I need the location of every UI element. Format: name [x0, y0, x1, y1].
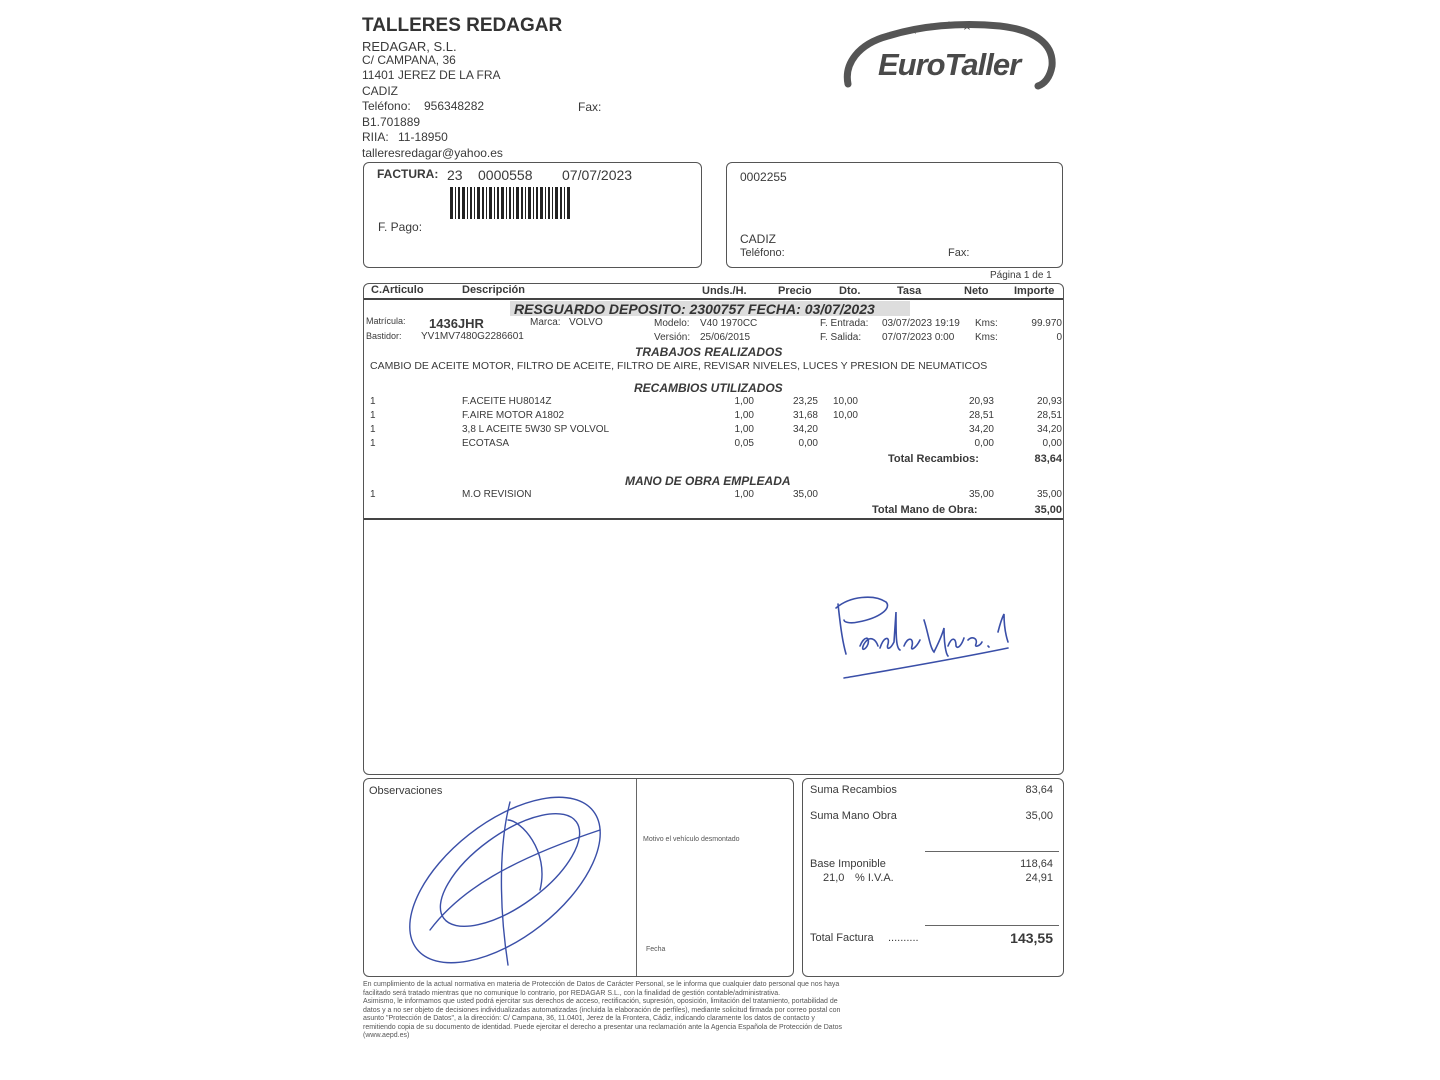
totals-line-1: [925, 851, 1059, 852]
invoice-series: 23: [447, 167, 463, 183]
parts-total-label: Total Recambios:: [888, 453, 979, 465]
km-exit-value: 0: [1056, 332, 1062, 343]
legal-line: datos y a no ser objeto de decisiones individualizadas automatizadas (incluida la elaboración de perfiles), mediante solicitud firmada por correo postal con: [363, 1006, 841, 1014]
client-phone-label: Teléfono:: [740, 247, 785, 259]
col-header-units: Unds./H.: [702, 285, 747, 297]
base-value: 118,64: [1020, 858, 1053, 870]
deposit-title: RESGUARDO DEPOSITO: 2300757 FECHA: 03/07/2023: [514, 301, 875, 317]
parts-cell-price: 23,25: [792, 396, 818, 407]
parts-cell-amount: 34,20: [1036, 424, 1062, 435]
parts-cell-amount: 0,00: [1042, 438, 1062, 449]
parts-cell-price: 34,20: [792, 424, 818, 435]
client-box: [726, 162, 1063, 268]
company-street: C/ CAMPANA, 36: [362, 53, 456, 67]
parts-cell-code: 1: [370, 410, 376, 421]
parts-cell-net: 20,93: [968, 396, 994, 407]
brand-label: Marca:: [530, 317, 561, 328]
company-email: talleresredagar@yahoo.es: [362, 146, 503, 160]
barcode-icon: [450, 187, 572, 219]
labor-cell-net: 35,00: [968, 489, 994, 500]
labor-title: MANO DE OBRA EMPLEADA: [625, 474, 791, 488]
parts-cell-amount: 28,51: [1036, 410, 1062, 421]
labor-total-label: Total Mano de Obra:: [872, 504, 978, 516]
version-label: Versión:: [654, 332, 691, 343]
company-legal-name: REDAGAR, S.L.: [362, 39, 457, 54]
col-header-discount: Dto.: [839, 285, 861, 297]
legal-notice: [363, 981, 1063, 1041]
parts-cell-qty: 1,00: [734, 424, 754, 435]
parts-cell-dto: 10,00: [832, 396, 858, 407]
client-city: CADIZ: [740, 232, 776, 246]
parts-total-value: 83,64: [1034, 453, 1062, 465]
delivered-label: Motivo el vehículo desmontado: [643, 836, 740, 843]
sum-labor-label: Suma Mano Obra: [810, 810, 897, 822]
company-province: CADIZ: [362, 84, 398, 98]
parts-cell-desc: F.ACEITE HU8014Z: [462, 396, 552, 407]
parts-cell-desc: F.AIRE MOTOR A1802: [462, 410, 565, 421]
parts-cell-price: 31,68: [792, 410, 818, 421]
labor-cell-price: 35,00: [792, 489, 818, 500]
version-value: 25/06/2015: [700, 332, 751, 343]
works-title: TRABAJOS REALIZADOS: [635, 345, 783, 359]
col-header-tax: Tasa: [897, 285, 922, 297]
company-city: 11401 JEREZ DE LA FRA: [362, 68, 501, 82]
model-value: V40 1970CC: [700, 318, 758, 329]
col-header-amount: Importe: [1014, 285, 1055, 297]
customer-signature-icon: [390, 780, 630, 975]
parts-cell-desc: 3,8 L ACEITE 5W30 SP VOLVOL: [462, 424, 610, 435]
legal-line: asunto "Protección de Datos", a la dirección: C/ Campana, 36, 11.0401, Jerez de la Frontera, Cádiz, indicando claramente los datos de contacto y: [363, 1015, 815, 1022]
company-fax-label: Fax:: [578, 100, 602, 114]
parts-cell-qty: 1,00: [734, 396, 754, 407]
col-header-price: Precio: [778, 285, 812, 297]
company-cif: B1.701889: [362, 115, 421, 129]
labor-total-value: 35,00: [1034, 504, 1062, 516]
parts-cell-code: 1: [370, 396, 376, 407]
logo-text: EuroTaller: [878, 47, 1021, 82]
labor-cell-code: 1: [370, 489, 376, 500]
parts-cell-qty: 1,00: [734, 410, 754, 421]
exit-label: F. Salida:: [820, 332, 862, 343]
parts-cell-desc: ECOTASA: [462, 438, 510, 449]
company-name: TALLERES REDAGAR: [362, 15, 563, 36]
parts-cell-code: 1: [370, 438, 376, 449]
legal-line: Asimismo, le informamos que usted podrá ejercitar sus derechos de acceso, rectificación, supresión, oposición, limitación del tratamiento, portabilidad de: [363, 998, 838, 1005]
col-header-code: C.Articulo: [371, 284, 424, 296]
invoice-date: 07/07/2023: [562, 167, 633, 183]
plate-label: Matrícula:: [366, 316, 406, 326]
observations-divider: [636, 779, 637, 976]
header-divider: [364, 298, 1063, 300]
brand-value: VOLVO: [569, 317, 603, 328]
parts-cell-amount: 20,93: [1036, 396, 1062, 407]
labor-cell-qty: 1,00: [734, 489, 754, 500]
parts-cell-net: 34,20: [968, 424, 994, 435]
total-invoice-value: 143,55: [1010, 930, 1053, 946]
invoice-label: FACTURA:: [377, 167, 439, 181]
date-label: Fecha: [646, 946, 666, 953]
base-label: Base Imponible: [810, 858, 886, 870]
invoice-number: 0000558: [478, 167, 533, 183]
invoice-box: [363, 162, 702, 268]
legal-line: En cumplimiento de la actual normativa en materia de Protección de Datos de Carácter Personal, se le informa que cualquier dato personal que nos haya: [363, 981, 840, 988]
col-header-description: Descripción: [462, 284, 525, 296]
sum-labor-value: 35,00: [1025, 810, 1053, 822]
parts-cell-code: 1: [370, 424, 376, 435]
vat-label: % I.V.A.: [855, 872, 894, 884]
client-fax-label: Fax:: [948, 247, 970, 259]
km-exit-label: Kms:: [975, 332, 998, 343]
signature-icon: [830, 592, 1015, 684]
exit-value: 07/07/2023 0:00: [882, 332, 955, 343]
sum-parts-value: 83,64: [1025, 784, 1053, 796]
parts-title: RECAMBIOS UTILIZADOS: [634, 381, 783, 395]
legal-line: remitiendo copia de su documento de identidad. Puede ejercitar el derecho a presentar una reclamación ante la Agencia Española de Protección de Datos: [363, 1023, 843, 1031]
km-entry-label: Kms:: [975, 318, 998, 329]
vat-value: 24,91: [1025, 872, 1053, 884]
parts-cell-price: 0,00: [798, 438, 818, 449]
sum-parts-label: Suma Recambios: [810, 784, 897, 796]
col-header-net: Neto: [964, 285, 989, 297]
detail-divider: [364, 518, 1063, 520]
frame-label: Bastidor:: [366, 331, 402, 341]
observations-label: Observaciones: [369, 785, 443, 797]
parts-cell-net: 0,00: [974, 438, 994, 449]
company-phone-label: Teléfono:: [362, 99, 411, 113]
legal-line: facilitado será tratado mientras que no comunique lo contrario, por REDAGAR S.L., con la finalidad de gestión contable/administrativa.: [363, 989, 781, 997]
labor-cell-desc: M.O REVISION: [462, 489, 532, 500]
totals-line-2: [925, 925, 1059, 926]
company-ria: 11-18950: [398, 130, 448, 144]
company-ria-label: RIIA:: [362, 130, 389, 144]
entry-label: F. Entrada:: [820, 318, 869, 329]
page-number: Página 1 de 1: [990, 270, 1052, 281]
frame-value: YV1MV7480G2286601: [421, 331, 524, 342]
model-label: Modelo:: [654, 318, 690, 329]
works-description: CAMBIO DE ACEITE MOTOR, FILTRO DE ACEITE, FILTRO DE AIRE, REVISAR NIVELES, LUCES Y PRESION DE NEUMATICOS: [370, 360, 988, 372]
total-invoice-label: Total Factura: [810, 932, 874, 944]
km-entry-value: 99.970: [1031, 318, 1062, 329]
parts-cell-net: 28,51: [968, 410, 994, 421]
payment-label: F. Pago:: [378, 220, 423, 234]
company-phone: 956348282: [424, 99, 485, 113]
parts-cell-qty: 0,05: [734, 438, 754, 449]
parts-cell-dto: 10,00: [832, 410, 858, 421]
vat-rate: 21,0: [823, 872, 845, 884]
labor-cell-amount: 35,00: [1036, 489, 1062, 500]
total-dots: ..........: [888, 932, 919, 944]
client-code: 0002255: [740, 170, 787, 184]
plate-value: 1436JHR: [429, 316, 484, 331]
totals-box: [802, 778, 1064, 977]
entry-value: 03/07/2023 19:19: [882, 318, 960, 329]
legal-line: (www.aepd.es): [363, 1032, 410, 1039]
